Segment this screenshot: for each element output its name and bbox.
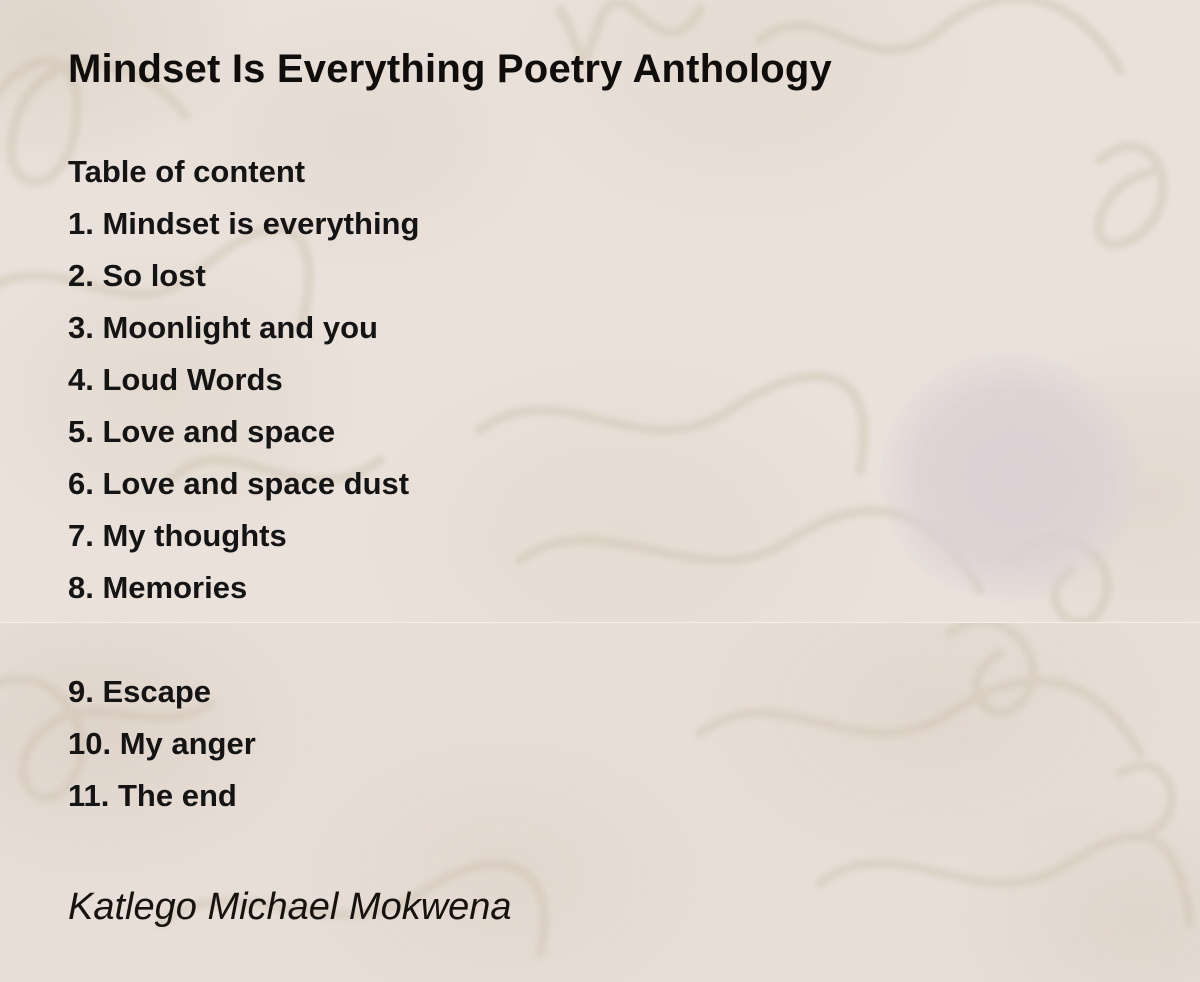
toc-item: 2. So lost [68,258,206,293]
author-name: Katlego Michael Mokwena [68,886,512,928]
toc-item: 3. Moonlight and you [68,310,378,345]
page-title: Mindset Is Everything Poetry Anthology [68,47,832,91]
toc-item: 11. The end [68,778,237,813]
toc-item: 1. Mindset is everything [68,206,420,241]
toc-item: 4. Loud Words [68,362,283,397]
toc-list-top [68,198,419,614]
toc-item: 7. My thoughts [68,518,287,553]
toc-item: 6. Love and space dust [68,466,410,501]
toc-item: 10. My anger [68,726,256,761]
toc-heading: Table of content [68,154,306,189]
toc-item: 8. Memories [68,570,248,605]
toc-item: 9. Escape [68,674,212,709]
toc-item: 5. Love and space [68,414,336,449]
toc-list-bottom [68,666,256,822]
